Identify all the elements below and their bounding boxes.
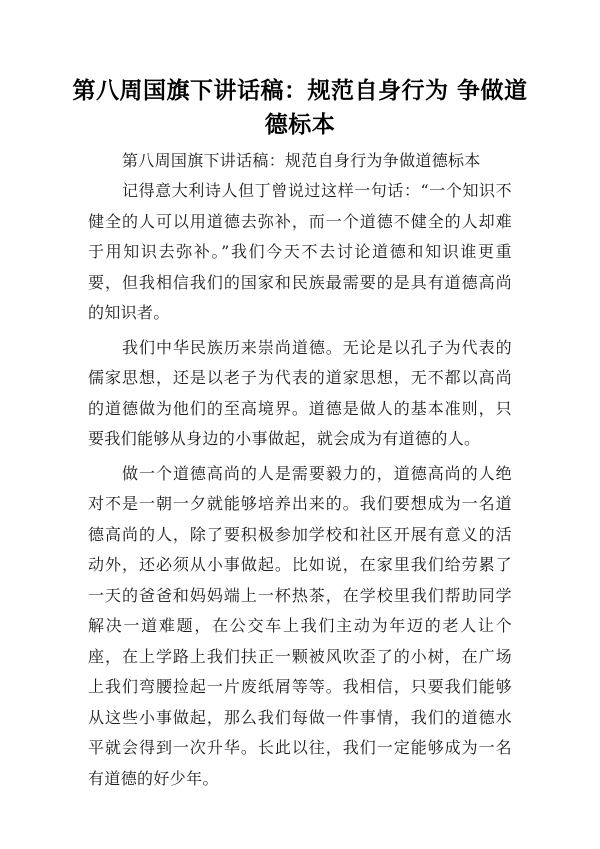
document-body bbox=[88, 146, 512, 798]
page-title: 第八周国旗下讲话稿：规范自身行为 争做道德标本 bbox=[72, 77, 528, 138]
document-subtitle: 第八周国旗下讲话稿：规范自身行为争做道德标本 bbox=[122, 151, 481, 170]
paragraph-3: 做一个道德高尚的人是需要毅力的，道德高尚的人绝对不是一朝一夕就能够培养出来的。我们要想成为一名道德高尚的人，除了要积极参加学校和社区开展有意义的活动外，还必须从小事做起。比如说，在家里我们给劳累了一天的爸爸和妈妈端上一杯热茶，在学校里我们帮助同学解决一道难题，在公交车上我们主动为年迈的老人让个座，在上学路上我们扶正一颗被风吹歪了的小树，在广场上我们弯腰捡起一片废纸屑等等。我相信，只要我们能够从这些小事做起，那么我们每做一件事情，我们的道德水平就会得到一次升华。长此以往，我们一定能够成为一名有道德的好少年。 bbox=[88, 463, 512, 788]
paragraph-2: 我们中华民族历来崇尚道德。无论是以孔子为代表的儒家思想，还是以老子为代表的道家思想，无不都以高尚的道德做为他们的至高境界。道德是做人的基本准则，只要我们能够从身边的小事做起，就会成为有道德的人。 bbox=[88, 337, 512, 448]
paragraph-1: 记得意大利诗人但丁曾说过这样一句话：“一个知识不健全的人可以用道德去弥补，而一个道德不健全的人却难于用知识去弥补。”我们今天不去讨论道德和知识谁更重要，但我相信我们的国家和民族最需要的是具有道德高尚的知识者。 bbox=[88, 181, 512, 322]
